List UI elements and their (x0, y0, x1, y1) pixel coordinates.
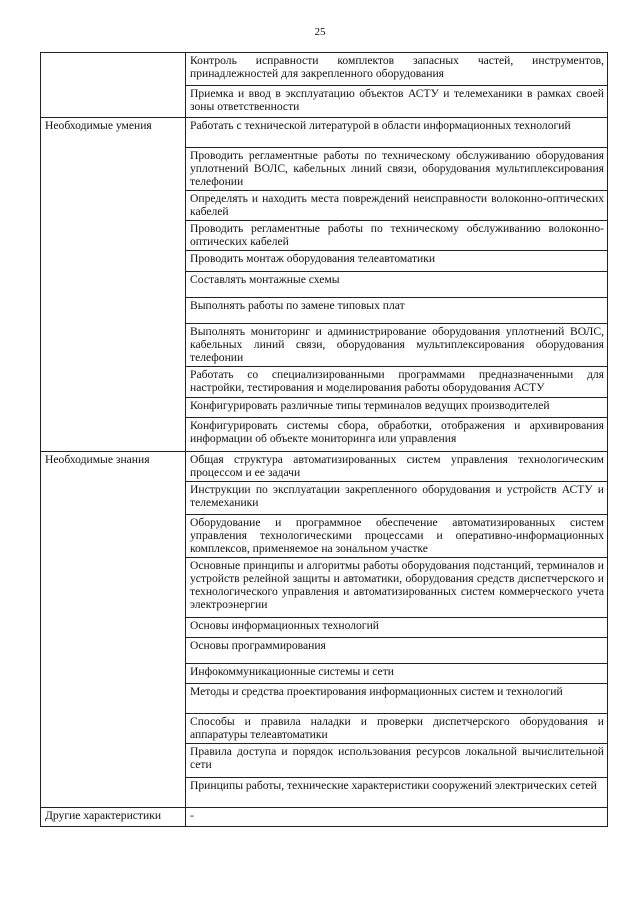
page-number: 25 (314, 26, 326, 38)
item-text: Составлять монтажные схемы (186, 272, 608, 298)
item-text: Инфокоммуникационные системы и сети (186, 664, 608, 684)
item-text: Правила доступа и порядок использования ресурсов локальной вычислительной сети (186, 744, 608, 778)
section-label: Необходимые знания (41, 452, 186, 808)
item-text: Основы информационных технологий (186, 618, 608, 638)
item-text: Общая структура автоматизированных систем управления технологическим процессом и ее задачи (186, 452, 608, 482)
item-text: Работать с технической литературой в области информационных технологий (186, 118, 608, 148)
table-row (41, 452, 608, 482)
item-text: Выполнять мониторинг и администрирование оборудования уплотнений ВОЛС, кабельных линий связи, оборудования мультиплексирования оборудования телефонии (186, 324, 608, 367)
item-text: Работать со специализированными программами предназначенными для настройки, тестирования и моделирования работы оборудования АСТУ (186, 367, 608, 398)
item-text: Проводить монтаж оборудования телеавтоматики (186, 251, 608, 272)
item-text: Инструкции по эксплуатации закрепленного оборудования и устройств АСТУ и телемеханики (186, 482, 608, 515)
item-text: Принципы работы, технические характеристики сооружений электрических сетей (186, 778, 608, 808)
item-text: Проводить регламентные работы по техническому обслуживанию оборудования уплотнений ВОЛС, кабельных линий связи, оборудования мультиплексирования телефонии (186, 148, 608, 191)
item-text: Способы и правила наладки и проверки диспетчерского оборудования и аппаратуры телеавтоматики (186, 714, 608, 744)
item-text: Методы и средства проектирования информационных систем и технологий (186, 684, 608, 714)
item-text: Контроль исправности комплектов запасных частей, инструментов, принадлежностей для закрепленного оборудования (186, 53, 608, 86)
item-text: Определять и находить места повреждений неисправности волоконно-оптических кабелей (186, 191, 608, 221)
item-text: - (186, 808, 608, 827)
item-text: Приемка и ввод в эксплуатацию объектов АСТУ и телемеханики в рамках своей зоны ответственности (186, 86, 608, 118)
item-text: Основные принципы и алгоритмы работы оборудования подстанций, терминалов и устройств релейной защиты и автоматики, оборудования средств диспетчерского и технологического управления и автоматизированных систем коммерческого учета электроэнергии (186, 558, 608, 618)
table-row (41, 808, 608, 827)
item-text: Конфигурировать системы сбора, обработки, отображения и архивирования информации об объекте мониторинга или управления (186, 418, 608, 452)
table-row (41, 53, 608, 86)
item-text: Выполнять работы по замене типовых плат (186, 298, 608, 324)
section-label: Другие характеристики (41, 808, 186, 827)
table-row (41, 118, 608, 148)
item-text: Основы программирования (186, 638, 608, 664)
item-text: Проводить регламентные работы по техническому обслуживанию волоконно-оптических кабелей (186, 221, 608, 251)
item-text: Конфигурировать различные типы терминалов ведущих производителей (186, 398, 608, 418)
requirements-table (40, 52, 608, 827)
section-label (41, 53, 186, 118)
item-text: Оборудование и программное обеспечение автоматизированных систем управления технологическими процессами и оперативно-информационных комплексов, применяемое на зональном участке (186, 515, 608, 558)
section-label: Необходимые умения (41, 118, 186, 452)
